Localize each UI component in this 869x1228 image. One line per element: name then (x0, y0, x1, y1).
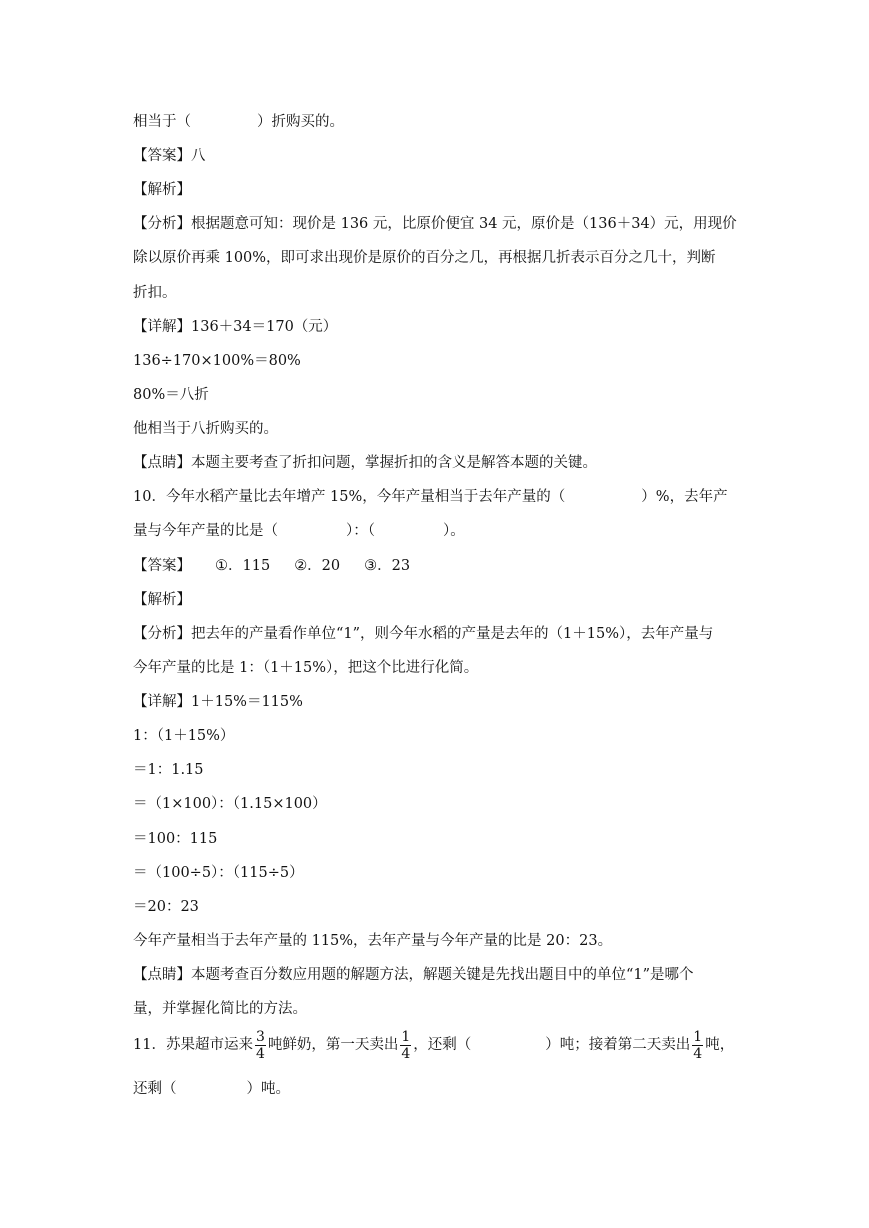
numerator: 1 (693, 1028, 703, 1045)
answer-3: ③．23 (364, 558, 411, 574)
numerator: 1 (401, 1028, 411, 1045)
q10-analysis-label: 【解析】 (133, 592, 191, 608)
fraction-1-4 (400, 1029, 411, 1062)
text: 相当于（ (133, 114, 191, 130)
q10-analysis-2: 今年产量的比是 1：（1＋15%），把这个比进行化简。 (133, 660, 479, 676)
q10-answer (133, 556, 410, 576)
q9-answer: 【答案】八 (133, 148, 206, 164)
q10-question-2 (133, 521, 465, 541)
answer-1: ①．115 (215, 558, 271, 574)
q10-detail-4: ＝（1×100）：（1.15×100） (133, 796, 327, 812)
fraction-3-4 (255, 1029, 266, 1062)
q9-detail-1: 【详解】136＋34＝170（元） (133, 319, 338, 335)
text: ）吨；接着第二天卖出 (545, 1037, 691, 1053)
text: ）。 (443, 523, 465, 539)
q10-comment-2: 量，并掌握化简比的方法。 (133, 1001, 307, 1017)
q9-analysis-3: 折扣。 (133, 285, 177, 301)
text: ，还剩（ (413, 1037, 472, 1053)
q10-comment-1: 【点睛】本题考查百分数应用题的解题方法，解题关键是先找出题目中的单位“1”是哪个 (133, 967, 694, 983)
q11-question-1 (133, 1027, 734, 1063)
text: 还剩（ (133, 1081, 177, 1097)
q10-question-1 (133, 487, 728, 507)
text: 11．苏果超市运来 (133, 1037, 253, 1053)
q10-analysis-1: 【分析】把去年的产量看作单位“1”，则今年水稻的产量是去年的（1＋15%），去年产量与 (133, 626, 714, 642)
q10-detail-1: 【详解】1＋15%＝115% (133, 694, 303, 710)
q9-analysis-1: 【分析】根据题意可知：现价是 136 元，比原价便宜 34 元，原价是（136＋34）元，用现价 (133, 216, 737, 232)
q9-detail-4: 他相当于八折购买的。 (133, 421, 278, 437)
denominator: 4 (255, 1045, 265, 1062)
text: 吨鲜奶，第一天卖出 (267, 1037, 399, 1053)
fraction-1-4 (692, 1029, 703, 1062)
text: ）吨。 (246, 1081, 290, 1097)
q10-detail-3: ＝1：1.15 (133, 762, 204, 778)
answer-label: 【答案】 (133, 558, 191, 574)
text: ）%，去年产 (641, 489, 728, 505)
text: ）：（ (346, 523, 375, 539)
denominator: 4 (401, 1045, 411, 1062)
q10-detail-5: ＝100：115 (133, 831, 218, 847)
q9-detail-3: 80%＝八折 (133, 387, 209, 403)
q10-detail-6: ＝（100÷5）：（115÷5） (133, 865, 304, 881)
text: 量与今年产量的比是（ (133, 523, 278, 539)
q9-analysis-label: 【解析】 (133, 182, 191, 198)
q9-tail-line (133, 112, 344, 132)
q9-comment: 【点睛】本题主要考查了折扣问题，掌握折扣的含义是解答本题的关键。 (133, 455, 597, 471)
denominator: 4 (693, 1045, 703, 1062)
answer-2: ②．20 (294, 558, 341, 574)
text: 吨， (705, 1037, 735, 1053)
q10-detail-2: 1：（1＋15%） (133, 728, 235, 744)
q11-question-2 (133, 1079, 290, 1099)
q9-analysis-2: 除以原价再乘 100%，即可求出现价是原价的百分之几，再根据几折表示百分之几十，判断 (133, 250, 716, 266)
q10-detail-8: 今年产量相当于去年产量的 115%，去年产量与今年产量的比是 20：23。 (133, 933, 613, 949)
text: 10．今年水稻产量比去年增产 15%，今年产量相当于去年产量的（ (133, 489, 566, 505)
q10-detail-7: ＝20：23 (133, 899, 199, 915)
numerator: 3 (255, 1028, 265, 1045)
q9-detail-2: 136÷170×100%＝80% (133, 353, 301, 369)
text: ）折购买的。 (257, 114, 344, 130)
